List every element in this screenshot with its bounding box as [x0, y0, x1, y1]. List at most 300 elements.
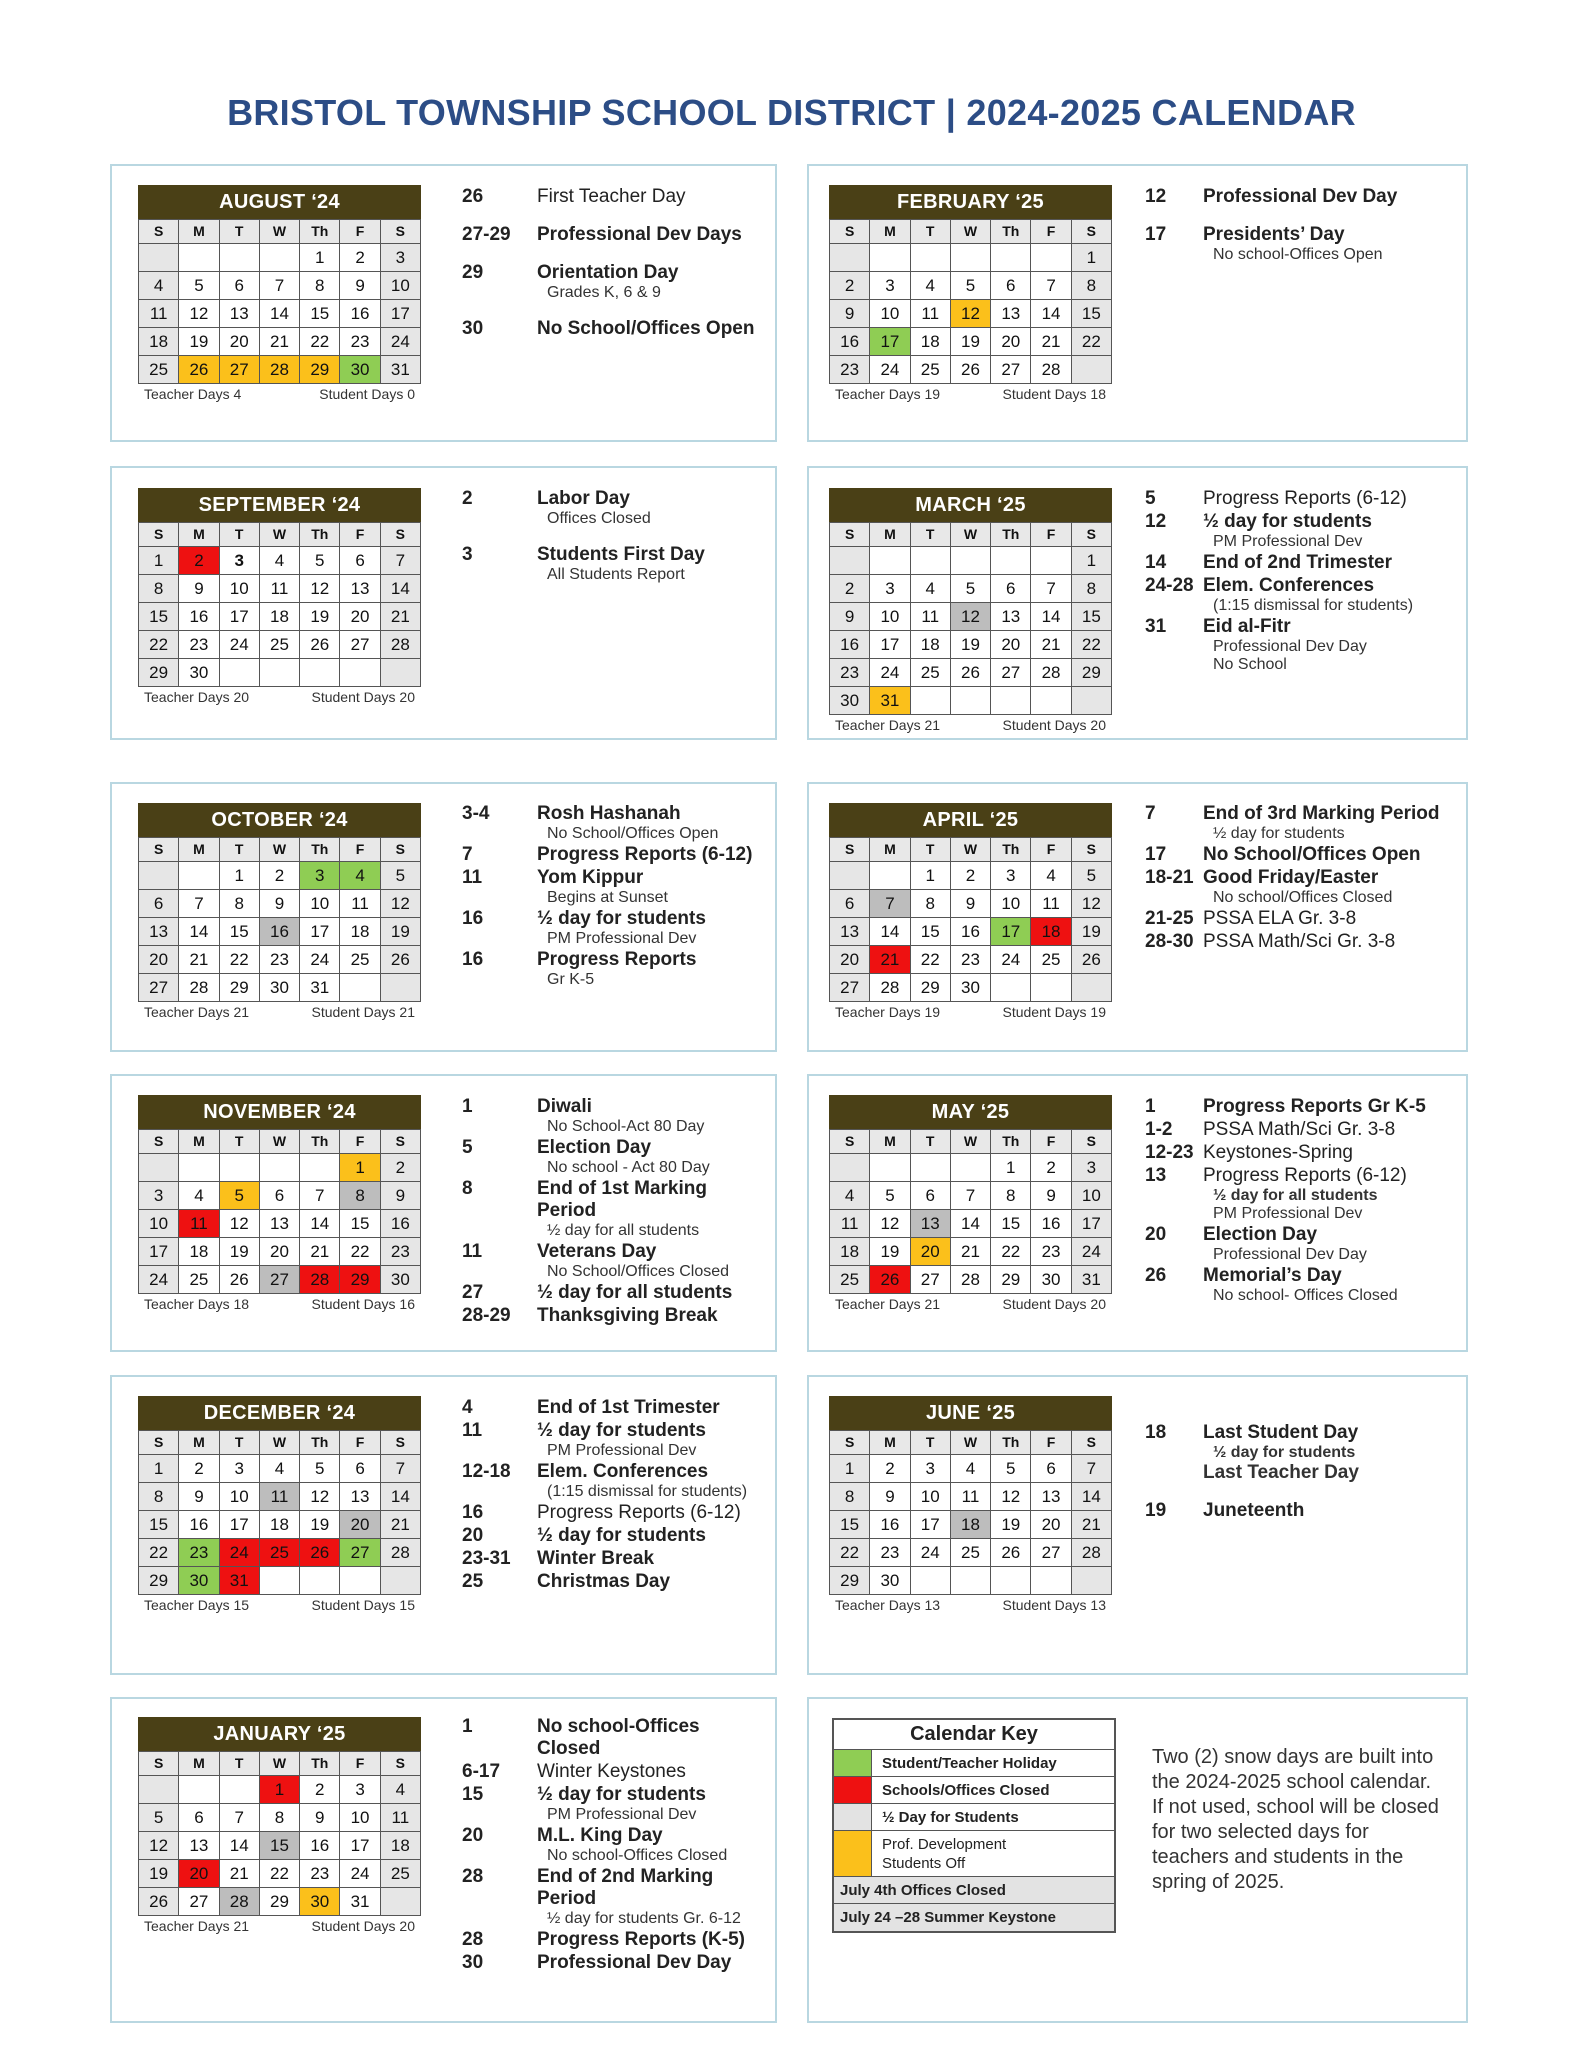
day-cell: 8	[260, 1804, 300, 1832]
key-row-prof-dev	[834, 1831, 1114, 1877]
day-cell: 22	[340, 1238, 380, 1266]
event-title: Progress Reports (6-12)	[1203, 488, 1407, 509]
event-item	[462, 1952, 767, 1974]
day-header: S	[830, 1431, 870, 1455]
event-item	[462, 224, 767, 246]
empty-cell	[870, 244, 910, 272]
event-date: 13	[1145, 1165, 1167, 1186]
event-item	[462, 803, 767, 843]
day-cell: 31	[340, 1888, 380, 1916]
events-june	[1145, 1422, 1460, 1538]
day-header: M	[870, 838, 910, 862]
month-title: AUGUST ‘24	[138, 185, 421, 219]
day-cell: 3	[1072, 1154, 1112, 1182]
event-date: 28-29	[462, 1305, 511, 1326]
day-cell: 26	[220, 1266, 260, 1294]
day-cell: 28	[179, 974, 219, 1002]
event-item	[462, 1178, 767, 1240]
day-header: Th	[991, 523, 1031, 547]
day-cell: 19	[991, 1511, 1031, 1539]
month-grid	[138, 219, 421, 384]
day-cell: 17	[381, 300, 421, 328]
day-counts	[138, 687, 421, 705]
event-item	[1145, 803, 1460, 843]
day-header: S	[830, 838, 870, 862]
event-date: 18-21	[1145, 867, 1194, 888]
empty-cell	[260, 1567, 300, 1595]
day-header: T	[220, 1752, 260, 1776]
day-cell: 11	[1031, 890, 1071, 918]
teacher-days: Teacher Days 21	[144, 1918, 250, 1934]
day-cell: 30	[381, 1266, 421, 1294]
day-cell: 27	[991, 356, 1031, 384]
event-note: ½ day for all students	[547, 1222, 700, 1239]
event-title: Diwali	[537, 1096, 592, 1117]
event-title: ½ day for all students	[537, 1282, 733, 1303]
day-cell: 23	[300, 1860, 340, 1888]
day-cell: 16	[300, 1832, 340, 1860]
day-header: Th	[991, 1130, 1031, 1154]
event-date: 18	[1145, 1422, 1167, 1443]
day-cell: 6	[991, 272, 1031, 300]
day-cell: 24	[220, 1539, 260, 1567]
day-header: F	[1031, 523, 1071, 547]
event-note: No School	[1213, 656, 1287, 673]
event-title: Labor Day	[537, 488, 630, 509]
empty-cell	[870, 547, 910, 575]
event-item	[1145, 224, 1460, 264]
day-cell: 28	[300, 1266, 340, 1294]
empty-cell	[179, 1154, 219, 1182]
empty-cell	[260, 1154, 300, 1182]
day-cell: 29	[340, 1266, 380, 1294]
day-cell: 25	[260, 631, 300, 659]
event-note: PM Professional Dev	[1213, 533, 1363, 550]
day-cell: 1	[1072, 547, 1112, 575]
empty-cell	[1072, 1567, 1112, 1595]
day-header: S	[830, 1130, 870, 1154]
event-item	[1145, 1265, 1460, 1305]
day-cell: 26	[951, 356, 991, 384]
key-label-half-day: ½ Day for Students	[882, 1808, 1019, 1826]
month-title: SEPTEMBER ‘24	[138, 488, 421, 522]
day-cell: 20	[179, 1860, 219, 1888]
day-cell: 8	[340, 1182, 380, 1210]
key-swatch-closed	[834, 1777, 872, 1803]
event-date: 27-29	[462, 224, 511, 245]
day-header: Th	[300, 1431, 340, 1455]
event-date: 16	[462, 908, 484, 929]
day-counts	[138, 1916, 421, 1934]
day-cell: 4	[381, 1776, 421, 1804]
month-grid	[138, 522, 421, 687]
day-header: Th	[300, 1130, 340, 1154]
day-cell: 2	[951, 862, 991, 890]
event-date: 26	[1145, 1265, 1167, 1286]
event-note: Gr K-5	[547, 971, 595, 988]
event-title: Good Friday/Easter	[1203, 867, 1379, 888]
event-item	[462, 544, 767, 584]
day-header: T	[220, 523, 260, 547]
day-cell: 19	[139, 1860, 179, 1888]
day-cell: 10	[1072, 1182, 1112, 1210]
event-date: 16	[462, 949, 484, 970]
day-cell: 5	[870, 1182, 910, 1210]
day-cell: 1	[1072, 244, 1112, 272]
day-cell: 21	[220, 1860, 260, 1888]
day-cell: 27	[220, 356, 260, 384]
day-cell: 26	[300, 1539, 340, 1567]
day-cell: 12	[300, 1483, 340, 1511]
day-cell: 13	[260, 1210, 300, 1238]
day-cell: 8	[139, 575, 179, 603]
day-header: F	[340, 1431, 380, 1455]
day-cell: 3	[220, 1455, 260, 1483]
day-cell: 19	[870, 1238, 910, 1266]
empty-cell	[139, 1154, 179, 1182]
empty-cell	[991, 244, 1031, 272]
event-date: 31	[1145, 616, 1167, 637]
day-cell: 2	[300, 1776, 340, 1804]
day-cell: 8	[300, 272, 340, 300]
empty-cell	[1072, 974, 1112, 1002]
empty-cell	[911, 687, 951, 715]
day-cell: 21	[260, 328, 300, 356]
day-header: F	[340, 1752, 380, 1776]
event-date: 19	[1145, 1500, 1167, 1521]
day-cell: 18	[260, 1511, 300, 1539]
day-header: T	[911, 1130, 951, 1154]
day-cell: 26	[179, 356, 219, 384]
event-date: 17	[1145, 224, 1167, 245]
day-cell: 10	[991, 890, 1031, 918]
empty-cell	[220, 244, 260, 272]
month-grid	[138, 1430, 421, 1595]
event-title: Memorial’s Day	[1203, 1265, 1342, 1286]
day-cell: 3	[139, 1182, 179, 1210]
empty-cell	[381, 1567, 421, 1595]
day-header: W	[260, 1130, 300, 1154]
day-cell: 8	[830, 1483, 870, 1511]
day-cell: 5	[300, 1455, 340, 1483]
day-header: S	[139, 523, 179, 547]
day-cell: 28	[1031, 659, 1071, 687]
event-date: 15	[462, 1784, 484, 1805]
event-item	[462, 844, 767, 866]
event-item	[462, 1571, 767, 1593]
day-cell: 23	[381, 1238, 421, 1266]
day-cell: 5	[1072, 862, 1112, 890]
day-cell: 3	[911, 1455, 951, 1483]
event-date: 1	[462, 1096, 473, 1117]
event-title: Last Student Day	[1203, 1422, 1359, 1443]
empty-cell	[1072, 687, 1112, 715]
event-title: Presidents’ Day	[1203, 224, 1345, 245]
empty-cell	[951, 1567, 991, 1595]
event-date: 24-28	[1145, 575, 1194, 596]
day-header: T	[220, 838, 260, 862]
day-cell: 28	[951, 1266, 991, 1294]
teacher-days: Teacher Days 20	[144, 689, 250, 705]
day-cell: 26	[1072, 946, 1112, 974]
event-date: 21-25	[1145, 908, 1194, 929]
day-cell: 27	[260, 1266, 300, 1294]
event-item	[462, 1929, 767, 1951]
event-title: End of 2nd Trimester	[1203, 552, 1392, 573]
day-cell: 4	[911, 575, 951, 603]
day-cell: 26	[381, 946, 421, 974]
day-cell: 22	[139, 1539, 179, 1567]
day-header: F	[340, 838, 380, 862]
day-cell: 6	[139, 890, 179, 918]
day-cell: 12	[951, 300, 991, 328]
day-cell: 24	[381, 328, 421, 356]
event-date: 12-18	[462, 1461, 511, 1482]
day-cell: 9	[830, 603, 870, 631]
day-cell: 12	[1072, 890, 1112, 918]
day-cell: 5	[381, 862, 421, 890]
day-cell: 4	[1031, 862, 1071, 890]
month-title: FEBRUARY ‘25	[829, 185, 1112, 219]
day-cell: 14	[260, 300, 300, 328]
day-cell: 17	[220, 1511, 260, 1539]
empty-cell	[300, 1567, 340, 1595]
teacher-days: Teacher Days 19	[835, 1004, 941, 1020]
day-cell: 4	[340, 862, 380, 890]
day-cell: 6	[830, 890, 870, 918]
day-header: S	[830, 220, 870, 244]
event-title: M.L. King Day	[537, 1825, 663, 1846]
event-title: Orientation Day	[537, 262, 679, 283]
day-header: W	[260, 523, 300, 547]
day-cell: 8	[911, 890, 951, 918]
event-date: 12	[1145, 186, 1167, 207]
day-cell: 20	[220, 328, 260, 356]
day-cell: 29	[991, 1266, 1031, 1294]
day-cell: 6	[991, 575, 1031, 603]
day-header: M	[870, 1431, 910, 1455]
event-note: All Students Report	[547, 566, 685, 583]
day-cell: 6	[340, 1455, 380, 1483]
day-cell: 7	[220, 1804, 260, 1832]
day-cell: 10	[139, 1210, 179, 1238]
event-date: 5	[462, 1137, 473, 1158]
event-title: Election Day	[537, 1137, 652, 1158]
event-title: No school-Offices Closed	[537, 1716, 700, 1759]
day-cell: 17	[1072, 1210, 1112, 1238]
event-date: 8	[462, 1178, 473, 1199]
day-header: S	[1072, 1130, 1112, 1154]
day-header: S	[1072, 1431, 1112, 1455]
student-days: Student Days 20	[311, 689, 415, 705]
event-title: Progress Reports (6-12)	[537, 1502, 741, 1523]
day-cell: 2	[830, 272, 870, 300]
day-cell: 21	[300, 1238, 340, 1266]
day-counts	[829, 1595, 1112, 1613]
event-date: 11	[462, 1420, 483, 1441]
event-item	[1145, 616, 1460, 674]
event-date: 6-17	[462, 1761, 501, 1782]
event-title: ½ day for students	[1203, 511, 1372, 532]
day-cell: 19	[951, 328, 991, 356]
events-august	[462, 186, 767, 356]
day-cell: 31	[300, 974, 340, 1002]
day-cell: 22	[260, 1860, 300, 1888]
day-cell: 27	[830, 974, 870, 1002]
day-cell: 8	[220, 890, 260, 918]
day-cell: 12	[870, 1210, 910, 1238]
event-note: ½ day for students	[1213, 1444, 1356, 1461]
day-cell: 15	[139, 1511, 179, 1539]
empty-cell	[300, 1154, 340, 1182]
month-grid	[138, 1129, 421, 1294]
event-title: Election Day	[1203, 1224, 1318, 1245]
day-cell: 15	[220, 918, 260, 946]
day-cell: 21	[381, 603, 421, 631]
key-label-closed: Schools/Offices Closed	[882, 1781, 1050, 1799]
day-cell: 1	[991, 1154, 1031, 1182]
day-cell: 13	[139, 918, 179, 946]
event-item	[462, 1761, 767, 1783]
day-cell: 27	[340, 1539, 380, 1567]
day-cell: 5	[220, 1182, 260, 1210]
month-title: NOVEMBER ‘24	[138, 1095, 421, 1129]
event-note: PM Professional Dev	[547, 1806, 697, 1823]
key-row-closed	[834, 1777, 1114, 1804]
day-cell: 26	[139, 1888, 179, 1916]
day-cell: 15	[991, 1210, 1031, 1238]
day-cell: 1	[830, 1455, 870, 1483]
empty-cell	[911, 1154, 951, 1182]
event-note: PM Professional Dev	[547, 930, 697, 947]
day-cell: 16	[340, 300, 380, 328]
month-title: DECEMBER ‘24	[138, 1396, 421, 1430]
day-header: Th	[991, 1431, 1031, 1455]
day-cell: 30	[1031, 1266, 1071, 1294]
day-cell: 27	[1031, 1539, 1071, 1567]
day-cell: 26	[300, 631, 340, 659]
empty-cell	[179, 1776, 219, 1804]
event-item	[462, 1461, 767, 1501]
day-cell: 30	[951, 974, 991, 1002]
empty-cell	[911, 1567, 951, 1595]
day-header: S	[1072, 838, 1112, 862]
day-header: S	[139, 1130, 179, 1154]
event-title: End of 1st Marking Period	[537, 1178, 707, 1221]
day-cell: 14	[1031, 603, 1071, 631]
day-cell: 2	[179, 1455, 219, 1483]
day-cell: 18	[340, 918, 380, 946]
teacher-days: Teacher Days 15	[144, 1597, 250, 1613]
day-cell: 11	[260, 1483, 300, 1511]
event-item	[462, 186, 767, 208]
teacher-days: Teacher Days 21	[835, 717, 941, 733]
event-note: No School/Offices Closed	[547, 1263, 730, 1280]
event-item	[462, 1784, 767, 1824]
key-row-holiday	[834, 1750, 1114, 1777]
day-counts	[829, 1294, 1112, 1312]
teacher-days: Teacher Days 21	[835, 1296, 941, 1312]
day-cell: 20	[991, 328, 1031, 356]
day-cell: 9	[951, 890, 991, 918]
day-header: S	[1072, 220, 1112, 244]
day-cell: 6	[340, 547, 380, 575]
event-title: Thanksgiving Break	[537, 1305, 718, 1326]
day-cell: 21	[381, 1511, 421, 1539]
day-cell: 18	[951, 1511, 991, 1539]
events-november	[462, 1096, 767, 1328]
day-cell: 11	[260, 575, 300, 603]
day-cell: 1	[139, 1455, 179, 1483]
event-note: Grades K, 6 & 9	[547, 284, 661, 301]
day-cell: 14	[300, 1210, 340, 1238]
event-note: No school-Offices Closed	[547, 1847, 728, 1864]
event-date: 11	[462, 867, 483, 888]
student-days: Student Days 13	[1002, 1597, 1106, 1613]
day-cell: 26	[951, 659, 991, 687]
event-title: Juneteenth	[1203, 1500, 1305, 1521]
day-cell: 10	[870, 603, 910, 631]
event-item	[1145, 186, 1460, 208]
day-cell: 6	[220, 272, 260, 300]
day-cell: 8	[1072, 272, 1112, 300]
day-header: Th	[991, 838, 1031, 862]
day-cell: 22	[1072, 328, 1112, 356]
day-cell: 24	[300, 946, 340, 974]
empty-cell	[830, 547, 870, 575]
empty-cell	[139, 862, 179, 890]
day-cell: 13	[830, 918, 870, 946]
day-cell: 21	[1031, 328, 1071, 356]
event-item	[462, 318, 767, 340]
day-cell: 29	[911, 974, 951, 1002]
event-date: 2	[462, 488, 473, 509]
event-title: PSSA Math/Sci Gr. 3-8	[1203, 931, 1396, 952]
event-date: 5	[1145, 488, 1156, 509]
day-cell: 14	[951, 1210, 991, 1238]
event-title: Elem. Conferences	[537, 1461, 709, 1482]
day-cell: 13	[340, 1483, 380, 1511]
empty-cell	[951, 687, 991, 715]
day-cell: 6	[911, 1182, 951, 1210]
event-title: Professional Dev Day	[537, 1952, 732, 1973]
day-cell: 28	[381, 631, 421, 659]
event-title: PSSA ELA Gr. 3-8	[1203, 908, 1357, 929]
empty-cell	[139, 1776, 179, 1804]
day-cell: 7	[951, 1182, 991, 1210]
day-cell: 31	[1072, 1266, 1112, 1294]
event-date: 30	[462, 1952, 484, 1973]
event-item	[462, 1096, 767, 1136]
event-date: 29	[462, 262, 484, 283]
day-header: W	[951, 838, 991, 862]
empty-cell	[991, 974, 1031, 1002]
day-cell: 30	[870, 1567, 910, 1595]
event-note: Offices Closed	[547, 510, 651, 527]
day-cell: 29	[139, 659, 179, 687]
day-cell: 13	[911, 1210, 951, 1238]
empty-cell	[911, 244, 951, 272]
day-header: T	[911, 523, 951, 547]
event-title: End of 3rd Marking Period	[1203, 803, 1440, 824]
event-note: No school - Act 80 Day	[547, 1159, 710, 1176]
day-cell: 9	[179, 575, 219, 603]
day-cell: 18	[911, 631, 951, 659]
day-cell: 18	[260, 603, 300, 631]
day-cell: 13	[179, 1832, 219, 1860]
event-title: Professional Dev Day	[1203, 186, 1398, 207]
day-cell: 29	[220, 974, 260, 1002]
